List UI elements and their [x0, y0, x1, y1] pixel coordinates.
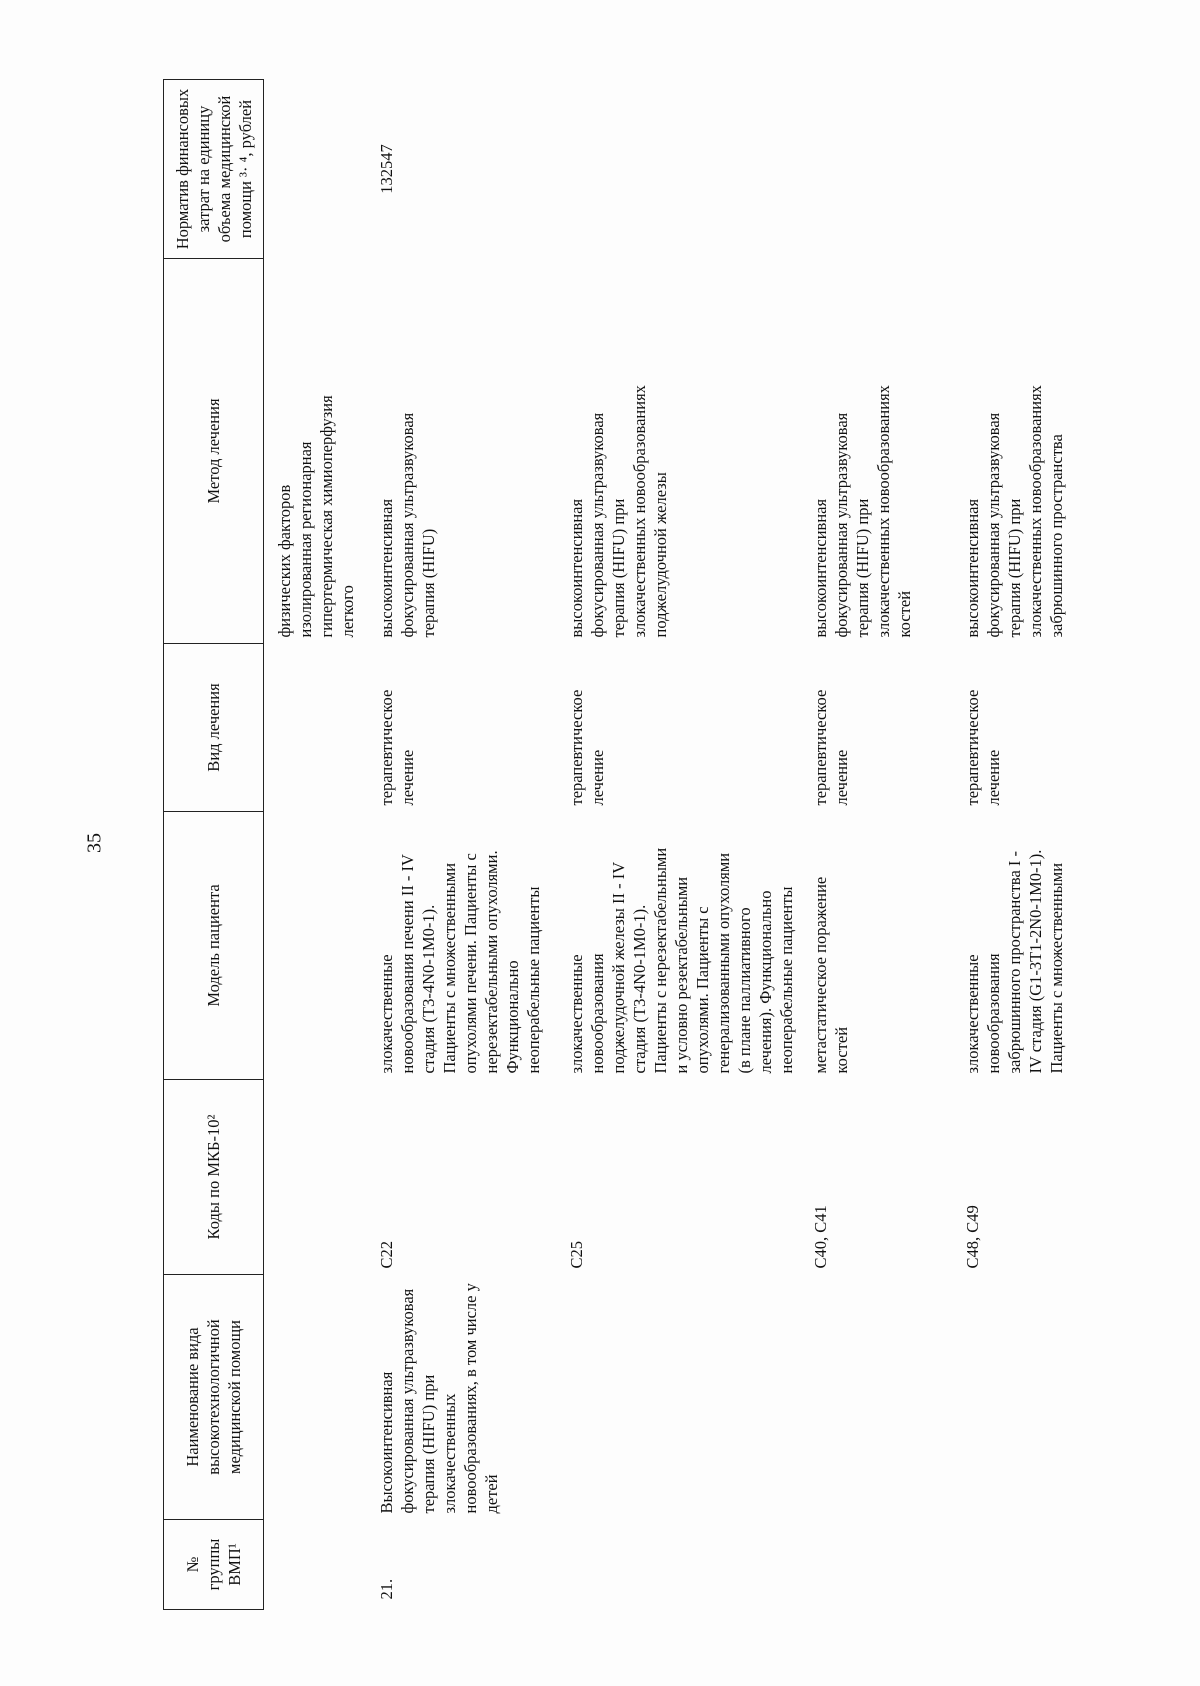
cell-text: злокачественных [440, 1393, 459, 1514]
cell-text: легкого [338, 585, 357, 638]
cell-text: лечение [832, 749, 851, 806]
cell-text: терапевтическое [963, 689, 982, 806]
cell-text: Пациенты с множественными [440, 862, 459, 1074]
cell-text: опухолями печени. Пациенты с [461, 853, 480, 1074]
header-group-no [164, 1520, 264, 1610]
table-row-continuation [264, 80, 375, 1610]
cell-text: лечение [398, 749, 417, 806]
cell-text: терапия (HIFU) при [419, 1374, 438, 1514]
cell-group-no: 21. [377, 1578, 396, 1600]
cell-text: неоперабельные пациенты [524, 886, 543, 1074]
cell-method [264, 259, 375, 644]
cell-text: новообразования печени II - IV [398, 854, 417, 1074]
cell-text: опухолями. Пациенты с [693, 906, 712, 1074]
cell-text: фокусированная ультразвуковая [984, 412, 1003, 638]
cell-method [808, 259, 960, 644]
cell-group-no [808, 1520, 960, 1610]
header-text: объема медицинской [214, 95, 234, 243]
header-codes [164, 1080, 264, 1275]
cell-text: новообразованиях, в том числе у [461, 1283, 480, 1514]
cell-method [564, 259, 808, 644]
cell-empty [264, 644, 375, 812]
header-method [164, 259, 264, 644]
header-text: Вид лечения [204, 683, 223, 772]
cell-text: терапия (HIFU) при [1005, 498, 1024, 638]
cell-text: нерезектабельными опухолями. [482, 850, 501, 1074]
cell-treatment-type [564, 644, 808, 812]
cell-text: поджелудочной железы II - IV [609, 861, 628, 1074]
cell-text: злокачественных новообразованиях [630, 385, 649, 638]
header-text: помощи ³· ⁴, рублей [235, 99, 255, 239]
cell-patient-model [960, 812, 1067, 1080]
cell-text: терапия (HIFU) при [609, 498, 628, 638]
cell-patient-model [374, 812, 564, 1080]
cell-text: высокоинтенсивная [811, 498, 830, 638]
cell-group-no [960, 1520, 1067, 1610]
cell-empty [264, 1080, 375, 1275]
cell-text: новообразования [588, 953, 607, 1074]
cell-text: физических факторов [275, 484, 294, 638]
cell-text: (в плане паллиативного [735, 907, 754, 1074]
header-text: Норматив финансовых [172, 88, 192, 250]
cell-text: гипертермическая химиоперфузия [317, 395, 336, 638]
vmp-table [163, 79, 1067, 1610]
table-row [374, 80, 564, 1610]
cell-text: стадия (T3-4N0-1M0-1). [419, 904, 438, 1074]
cell-text: костей [895, 590, 914, 638]
cell-text: лечения). Функционально [756, 890, 775, 1074]
cell-text: и условно резектабельными [672, 876, 691, 1074]
rotated-table-wrapper [163, 80, 1178, 1610]
cell-cost [960, 80, 1067, 259]
header-text: Модель пациента [204, 884, 223, 1007]
header-text: № [183, 1556, 202, 1573]
cell-method [374, 259, 564, 644]
cell-patient-model [564, 812, 808, 1080]
header-text: высокотехнологичной [204, 1319, 223, 1475]
cell-text: фокусированная ультразвуковая [398, 412, 417, 638]
header-text: Метод лечения [204, 398, 223, 504]
cell-text: Высокоинтенсивная [377, 1371, 396, 1514]
cell-name [374, 1275, 564, 1520]
cell-treatment-type [808, 644, 960, 812]
cell-text: фокусированная ультразвуковая [398, 1288, 417, 1514]
cell-text: лечение [984, 749, 1003, 806]
cell-name [960, 1275, 1067, 1520]
page-number: 35 [83, 833, 106, 853]
cell-codes: C25 [567, 1240, 586, 1269]
cell-text: терапия (HIFU) [419, 528, 438, 638]
cell-text: новообразования [984, 953, 1003, 1074]
cell-text: злокачественных новообразованиях [874, 385, 893, 638]
header-text: Коды по МКБ-10² [204, 1114, 223, 1240]
cell-text: Пациенты с множественными [1047, 862, 1066, 1074]
header-patient-model [164, 812, 264, 1080]
cell-empty [264, 1275, 375, 1520]
cell-text: лечение [588, 749, 607, 806]
table-header-row [164, 80, 264, 1610]
cell-text: терапия (HIFU) при [853, 498, 872, 638]
header-text: Наименование вида [183, 1327, 202, 1467]
cell-text: злокачественные [377, 954, 396, 1074]
cell-codes: C22 [377, 1240, 396, 1269]
cell-text: стадия (T3-4N0-1M0-1). [630, 904, 649, 1074]
header-text: группы [204, 1538, 223, 1591]
cell-text: высокоинтенсивная [963, 498, 982, 638]
cell-text: неоперабельные пациенты [777, 886, 796, 1074]
cell-text: Функционально [503, 960, 522, 1074]
table-row [960, 80, 1067, 1610]
table-row [564, 80, 808, 1610]
cell-text: метастатическое поражение [811, 876, 830, 1074]
cell-text: детей [482, 1474, 501, 1514]
cell-text: терапевтическое [377, 689, 396, 806]
cell-text: забрюшинного пространства I - [1005, 850, 1024, 1074]
cell-name [564, 1275, 808, 1520]
cell-text: терапевтическое [811, 689, 830, 806]
table-row [808, 80, 960, 1610]
header-name [164, 1275, 264, 1520]
cell-text: высокоинтенсивная [377, 498, 396, 638]
cell-codes: C48, C49 [963, 1205, 982, 1269]
cell-text: злокачественных новообразованиях [1026, 385, 1045, 638]
cell-empty [264, 80, 375, 259]
cell-cost: 132547 [377, 144, 396, 194]
cell-method [960, 259, 1067, 644]
header-text: затрат на единицу [193, 105, 213, 233]
cell-text: злокачественные [567, 954, 586, 1074]
cell-group-no [564, 1520, 808, 1610]
cell-codes: C40, C41 [811, 1205, 830, 1269]
cell-text: генерализованными опухолями [714, 852, 733, 1074]
cell-name [808, 1275, 960, 1520]
cell-empty [264, 812, 375, 1080]
cell-text: фокусированная ультразвуковая [588, 412, 607, 638]
cell-text: изолированная регионарная [296, 441, 315, 638]
header-cost [164, 80, 264, 259]
cell-cost [564, 80, 808, 259]
header-text: ВМП¹ [225, 1543, 244, 1586]
cell-text: забрюшинного пространства [1047, 434, 1066, 638]
cell-cost [808, 80, 960, 259]
header-text: медицинской помощи [225, 1320, 244, 1474]
header-treatment-type [164, 644, 264, 812]
cell-text: поджелудочной железы [651, 472, 670, 638]
cell-text: костей [832, 1026, 851, 1074]
cell-text: Пациенты с нерезектабельными [651, 847, 670, 1074]
cell-treatment-type [960, 644, 1067, 812]
cell-text: фокусированная ультразвуковая [832, 412, 851, 638]
cell-text: терапевтическое [567, 689, 586, 806]
cell-patient-model [808, 812, 960, 1080]
cell-empty [264, 1520, 375, 1610]
cell-text: IV стадия (G1-3T1-2N0-1M0-1). [1026, 849, 1045, 1074]
cell-text: высокоинтенсивная [567, 498, 586, 638]
cell-treatment-type [374, 644, 564, 812]
cell-text: злокачественные [963, 954, 982, 1074]
